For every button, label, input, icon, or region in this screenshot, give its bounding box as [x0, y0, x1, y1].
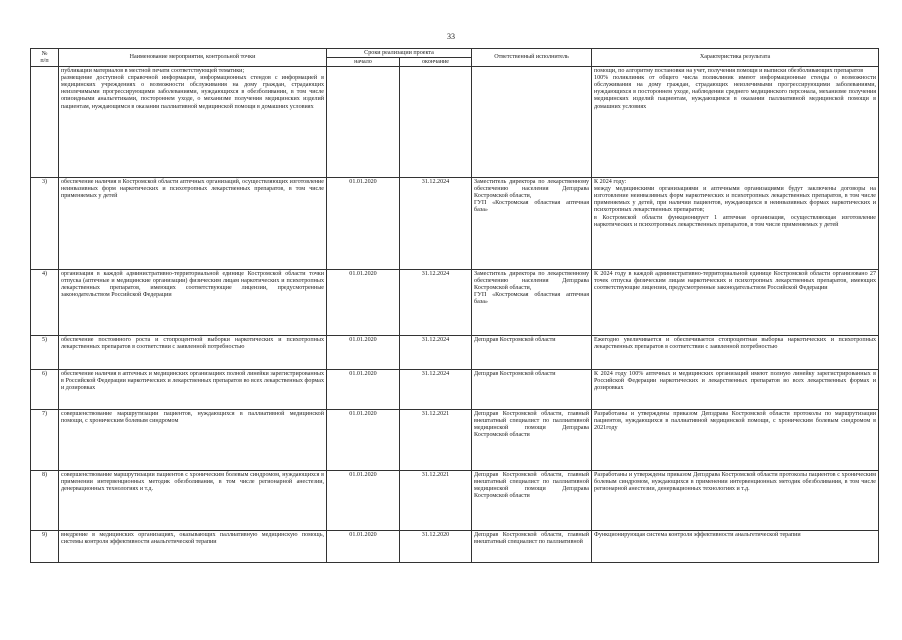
- start-date-cell: 01.01.2020: [327, 370, 400, 410]
- start-date-cell: 01.01.2020: [327, 270, 400, 336]
- row-number-cell: 7): [31, 410, 59, 471]
- table-body: [31, 67, 879, 563]
- activity-name-cell: обеспечение постоянного роста и стопроцентной выборки наркотических и психотропных лекарственных препаратов в соответствии с заявленной потребностью: [59, 336, 327, 370]
- result-cell: Разработаны и утверждены приказом Депздрава Костромской области протоколы по маршрутизации пациентов, нуждающихся в паллиативной медицинской помощи, с хроническим болевым синдромом в 2021году: [592, 410, 879, 471]
- result-cell: Разработаны и утверждены приказом Депздрава Костромской области протоколы пациентов с хроническим болевым синдромом, нуждающихся в применении интервенционных методик обезболивания, в том числе регионарной анестезии, денервационных технологиях и т.д.: [592, 471, 879, 531]
- result-cell: К 2024 году: между медицинскими организациями и аптечными организациями будут заключены договоры на изготовление неинвазивных форм наркотических и психотропных лекарственных препаратов, в том числе применяемых у детей, при наличии пациентов, нуждающихся в неинвазивных формах наркотических и психотропных лекарственных препаратов; в Костромской области функционирует 1 аптечная организация, осуществляющая изготовление наркотических и психотропных лекарственных препаратов, в том числе применяемых у детей: [592, 178, 879, 270]
- result-cell: К 2024 году 100% аптечных и медицинских организаций имеют полную линейку зарегистрированных в Российской Федерации наркотических и лекарственных препаратов во всех лекарственных формах и дозировках: [592, 370, 879, 410]
- end-date-cell: 31.12.2021: [400, 410, 472, 471]
- row-number-cell: 8): [31, 471, 59, 531]
- header-start: начало: [327, 58, 400, 67]
- header-num: № п/п: [31, 49, 59, 67]
- start-date-cell: 01.01.2020: [327, 531, 400, 563]
- responsible-cell: [472, 67, 592, 178]
- result-cell: К 2024 году в каждой административно-территориальной единице Костромской области организовано 27 точек отпуска физическим лицам наркотических и психотропных лекарственных препаратов, имеющих соответствующие лицензии, предусмотренные законодательством Российской Федерации: [592, 270, 879, 336]
- result-cell: Функционирующая система контроля эффективности анальгетической терапии: [592, 531, 879, 563]
- table-row: [31, 67, 879, 178]
- activity-name-cell: обеспечение наличия в аптечных и медицинских организациях полной линейки зарегистрированных в Российской Федерации наркотических и лекарственных препаратов во всех лекарственных формах и дозировках: [59, 370, 327, 410]
- table-row: [31, 471, 879, 531]
- end-date-cell: [400, 67, 472, 178]
- row-number-cell: 3): [31, 178, 59, 270]
- end-date-cell: 31.12.2021: [400, 471, 472, 531]
- end-date-cell: 31.12.2024: [400, 178, 472, 270]
- responsible-cell: Депздрав Костромской области, главный внештатный специалист по паллиативной: [472, 531, 592, 563]
- row-number-cell: [31, 67, 59, 178]
- activity-name-cell: внедрение в медицинских организациях, оказывающих паллиативную медицинскую помощь, системы контроля эффективности анальгетической терапии: [59, 531, 327, 563]
- table-row: [31, 336, 879, 370]
- activity-name-cell: обеспечение наличия в Костромской области аптечных организаций, осуществляющих изготовление неинвазивных форм наркотических и психотропных лекарственных препаратов, в том числе применяемых у детей: [59, 178, 327, 270]
- end-date-cell: 31.12.2024: [400, 370, 472, 410]
- activity-name-cell: организация в каждой административно-территориальной единице Костромской области точки отпуска (аптечные и медицинские организации) физическим лицам наркотических и психотропных лекарственных препаратов, имеющих соответствующие лицензии, предусмотренные законодательством Российской Федерации: [59, 270, 327, 336]
- end-date-cell: 31.12.2024: [400, 270, 472, 336]
- responsible-cell: Заместитель директора по лекарственному обеспечению населения Депздрава Костромской области, ГУП «Костромская областная аптечная база»: [472, 270, 592, 336]
- responsible-cell: Депздрав Костромской области, главный внештатный специалист по паллиативной медицинской помощи Депздрава Костромской области: [472, 471, 592, 531]
- table-row: [31, 531, 879, 563]
- start-date-cell: 01.01.2020: [327, 410, 400, 471]
- table-header: [31, 49, 879, 67]
- header-name: Наименование мероприятия, контрольной точки: [59, 49, 327, 67]
- activity-name-cell: совершенствование маршрутизации пациентов с хроническим болевым синдромом, нуждающихся в применении интервенционных методик обезболивания, в том числе регионарной анестезии, денервационных технологиях и т.д.: [59, 471, 327, 531]
- row-number-cell: 6): [31, 370, 59, 410]
- header-responsible: Ответственный исполнитель: [472, 49, 592, 67]
- header-end: окончание: [400, 58, 472, 67]
- end-date-cell: 31.12.2024: [400, 336, 472, 370]
- page-number: 33: [447, 32, 455, 41]
- activity-name-cell: совершенствование маршрутизации пациентов, нуждающихся в паллиативной медицинской помощи, с хроническим болевым синдромом: [59, 410, 327, 471]
- table-row: [31, 178, 879, 270]
- header-result: Характеристика результата: [592, 49, 879, 67]
- activities-table: [30, 48, 879, 563]
- start-date-cell: 01.01.2020: [327, 471, 400, 531]
- table-row: [31, 370, 879, 410]
- activity-name-cell: публикации материалов в местной печати соответствующей тематики; размещение доступной справочной информации, информационных стендов с информацией в медицинских учреждениях о возможности обслуживания на дому граждан, страдающих неизлечимыми прогрессирующими заболеваниями, нуждающихся в обезболивании, в том числе опиоидными анальгетиками, постороннем уходе, о механизме получения медицинских изделий пациентам, нуждающимся в оказании паллиативной медицинской помощи в домашних условиях: [59, 67, 327, 178]
- header-terms: Сроки реализации проекта: [327, 49, 472, 58]
- start-date-cell: 01.01.2020: [327, 336, 400, 370]
- row-number-cell: 4): [31, 270, 59, 336]
- end-date-cell: 31.12.2020: [400, 531, 472, 563]
- result-cell: Ежегодно увеличивается и обеспечивается стопроцентная выборка наркотических и психотропных лекарственных препаратов в соответствии с заявленной потребностью: [592, 336, 879, 370]
- row-number-cell: 9): [31, 531, 59, 563]
- start-date-cell: 01.01.2020: [327, 178, 400, 270]
- row-number-cell: 5): [31, 336, 59, 370]
- table-row: [31, 270, 879, 336]
- responsible-cell: Депздрав Костромской области, главный внештатный специалист по паллиативной медицинской помощи Депздрава Костромской области: [472, 410, 592, 471]
- responsible-cell: Заместитель директора по лекарственному обеспечению населения Депздрава Костромской области, ГУП «Костромская областная аптечная база»: [472, 178, 592, 270]
- start-date-cell: [327, 67, 400, 178]
- responsible-cell: Депздрав Костромской области: [472, 336, 592, 370]
- table-row: [31, 410, 879, 471]
- responsible-cell: Депздрав Костромской области: [472, 370, 592, 410]
- result-cell: помощи, по алгоритму постановки на учет, получения помощи и выписки обезболивающих препаратов 100% поликлиник от общего числа поликлиник имеют информационные стенды о возможности обслуживания на дому граждан, страдающих неизлечимыми прогрессирующими заболеваниями, нуждающихся в постороннем уходе, наблюдении среднего медицинского персонала, механизме получения медицинских изделий пациентам, нуждающимся в оказании паллиативной медицинской помощи в домашних условиях: [592, 67, 879, 178]
